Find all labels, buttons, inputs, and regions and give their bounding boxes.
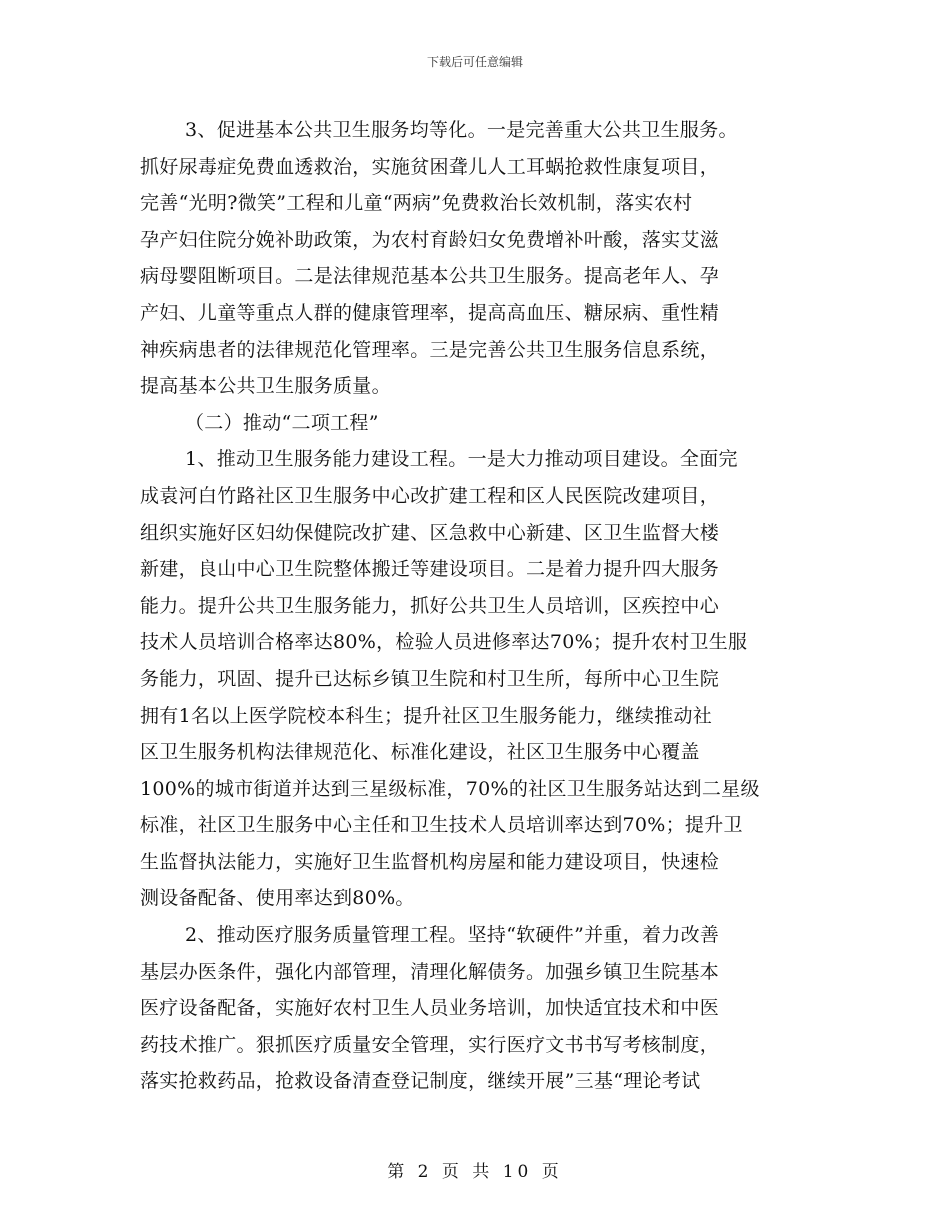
- paragraph-line: 落实抢救药品，抢救设备清查登记制度，继续开展”三基“理论考试: [140, 1070, 701, 1093]
- paragraph-line: 产妇、儿童等重点人群的健康管理率，提高高血压、糖尿病、重性精: [140, 301, 720, 324]
- paragraph-line: 2、推动医疗服务质量管理工程。坚持“软硬件”并重，着力改善: [185, 924, 720, 947]
- paragraph-line: 药技术推广。狠抓医疗质量安全管理，实行医疗文书书写考核制度，: [140, 1033, 720, 1056]
- paragraph-line: 医疗设备配备，实施好农村卫生人员业务培训，加快适宜技术和中医: [140, 997, 720, 1020]
- paragraph-line: 生监督执法能力，实施好卫生监督机构房屋和能力建设项目，快速检: [140, 850, 720, 873]
- paragraph-line: 成袁河白竹路社区卫生服务中心改扩建工程和区人民医院改建项目，: [140, 484, 720, 507]
- paragraph-line: 抓好尿毒症免费血透救治，实施贫困聋儿人工耳蜗抢救性康复项目，: [140, 155, 720, 178]
- paragraph-line: 能力。提升公共卫生服务能力，抓好公共卫生人员培训，区疾控中心: [140, 594, 720, 617]
- paragraph-line: 技术人员培训合格率达80%，检验人员进修率达70%；提升农村卫生服: [140, 631, 748, 654]
- page-number-footer: 第 2 页 共 10 页: [387, 1162, 563, 1182]
- paragraph-line: 完善“光明?微笑”工程和儿童“两病”免费救治长效机制，落实农村: [140, 192, 693, 215]
- paragraph-line: 提高基本公共卫生服务质量。: [140, 375, 391, 398]
- document-body: [140, 112, 810, 1100]
- paragraph-line: 区卫生服务机构法律规范化、标准化建设，社区卫生服务中心覆盖: [140, 741, 700, 764]
- page-header-note: 下载后可任意编辑: [426, 55, 523, 69]
- paragraph-line: 100%的城市街道并达到三星级标准，70%的社区卫生服务站达到二星级: [140, 777, 760, 800]
- paragraph-line: 标准，社区卫生服务中心主任和卫生技术人员培训率达到70%；提升卫: [140, 814, 743, 837]
- paragraph-line: 1、推动卫生服务能力建设工程。一是大力推动项目建设。全面完: [185, 448, 738, 471]
- section-heading: （二）推动“二项工程”: [185, 411, 379, 434]
- paragraph-line: 拥有1名以上医学院校本科生；提升社区卫生服务能力，继续推动社: [140, 704, 713, 727]
- paragraph-line: 新建，良山中心卫生院整体搬迁等建设项目。二是着力提升四大服务: [140, 558, 720, 581]
- paragraph-line: 务能力，巩固、提升已达标乡镇卫生院和村卫生所，每所中心卫生院: [140, 667, 720, 690]
- paragraph-line: 组织实施好区妇幼保健院改扩建、区急救中心新建、区卫生监督大楼: [140, 521, 720, 544]
- paragraph-line: 孕产妇住院分娩补助政策，为农村育龄妇女免费增补叶酸，落实艾滋: [140, 228, 720, 251]
- paragraph-line: 3、促进基本公共卫生服务均等化。一是完善重大公共卫生服务。: [185, 119, 738, 141]
- paragraph-line: 测设备配备、使用率达到80%。: [140, 887, 415, 910]
- paragraph-line: 病母婴阻断项目。二是法律规范基本公共卫生服务。提高老年人、孕: [140, 265, 720, 288]
- paragraph-line: 神疾病患者的法律规范化管理率。三是完善公共卫生服务信息系统，: [140, 338, 720, 361]
- paragraph-line: 基层办医条件，强化内部管理，清理化解债务。加强乡镇卫生院基本: [140, 960, 720, 983]
